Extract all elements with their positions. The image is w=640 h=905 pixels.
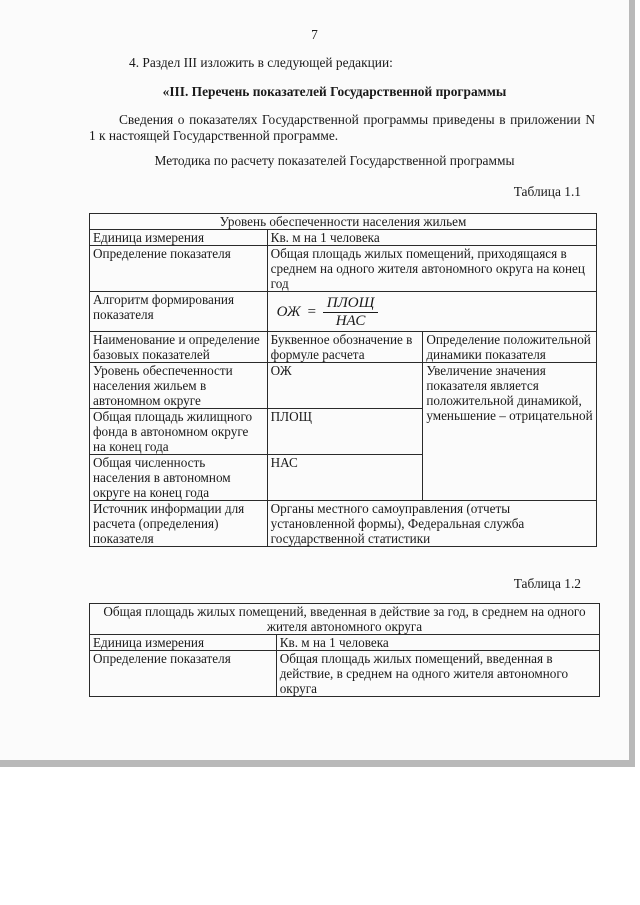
table1-formula-cell: [267, 292, 596, 332]
table1-dynamics-header: Определение положительной динамики показателя: [423, 332, 597, 363]
table1-algorithm-label: Алгоритм формирования показателя: [90, 292, 268, 332]
table1-row-symbol: ПЛОЩ: [267, 409, 423, 455]
table1-base-header: Наименование и определение базовых показателей: [90, 332, 268, 363]
table1-source-value: Органы местного самоуправления (отчеты установленной формы), Федеральная служба государственной статистики: [267, 501, 596, 547]
methodology-title: Методика по расчету показателей Государственной программы: [154, 153, 515, 168]
formula-fraction: [323, 296, 378, 329]
table1-dynamics-text: Увеличение значения показателя является положительной динамикой, уменьшение – отрицательной: [423, 363, 597, 501]
formula: [271, 292, 379, 331]
table2-definition-value: Общая площадь жилых помещений, введенная в действие, в среднем на одного жителя автономного округа: [276, 651, 599, 697]
table1-row-symbol: ОЖ: [267, 363, 423, 409]
indicator-table-2: [89, 603, 600, 697]
table1-row-name: Общая численность населения в автономном округе на конец года: [90, 455, 268, 501]
table1-unit-label: Единица измерения: [90, 230, 268, 246]
section-heading: «III. Перечень показателей Государственной программы: [162, 84, 507, 99]
indicator-table-1: [89, 213, 597, 547]
table1-title: Уровень обеспеченности населения жильем: [90, 214, 597, 230]
page-number: 7: [311, 27, 318, 42]
formula-lhs: ОЖ: [276, 304, 301, 320]
table1-row-symbol: НАС: [267, 455, 423, 501]
table1-definition-value: Общая площадь жилых помещений, приходящаяся в среднем на одного жителя автономного округа на конец год: [267, 246, 596, 292]
amendment-instruction: 4. Раздел III изложить в следующей редакции:: [129, 55, 393, 70]
table1-unit-value: Кв. м на 1 человека: [267, 230, 596, 246]
table2-unit-label: Единица измерения: [90, 635, 277, 651]
table1-caption: Таблица 1.1: [513, 184, 581, 199]
table1-symbol-header: Буквенное обозначение в формуле расчета: [267, 332, 423, 363]
table2-caption: Таблица 1.2: [513, 576, 581, 591]
table1-source-label: Источник информации для расчета (определения) показателя: [90, 501, 268, 547]
table1-row-name: Уровень обеспеченности населения жильем в автономном округе: [90, 363, 268, 409]
section-body: Сведения о показателях Государственной программы приведены в приложении N 1 к настоящей Государственной программе.: [89, 112, 595, 143]
table1-definition-label: Определение показателя: [90, 246, 268, 292]
table1-row-name: Общая площадь жилищного фонда в автономном округе на конец года: [90, 409, 268, 455]
table2-unit-value: Кв. м на 1 человека: [276, 635, 599, 651]
formula-equals: =: [306, 304, 317, 320]
table2-title: Общая площадь жилых помещений, введенная в действие за год, в среднем на одного жителя автономного округа: [90, 604, 600, 635]
formula-numerator: ПЛОЩ: [323, 296, 378, 313]
table2-definition-label: Определение показателя: [90, 651, 277, 697]
formula-denominator: НАС: [335, 313, 366, 329]
